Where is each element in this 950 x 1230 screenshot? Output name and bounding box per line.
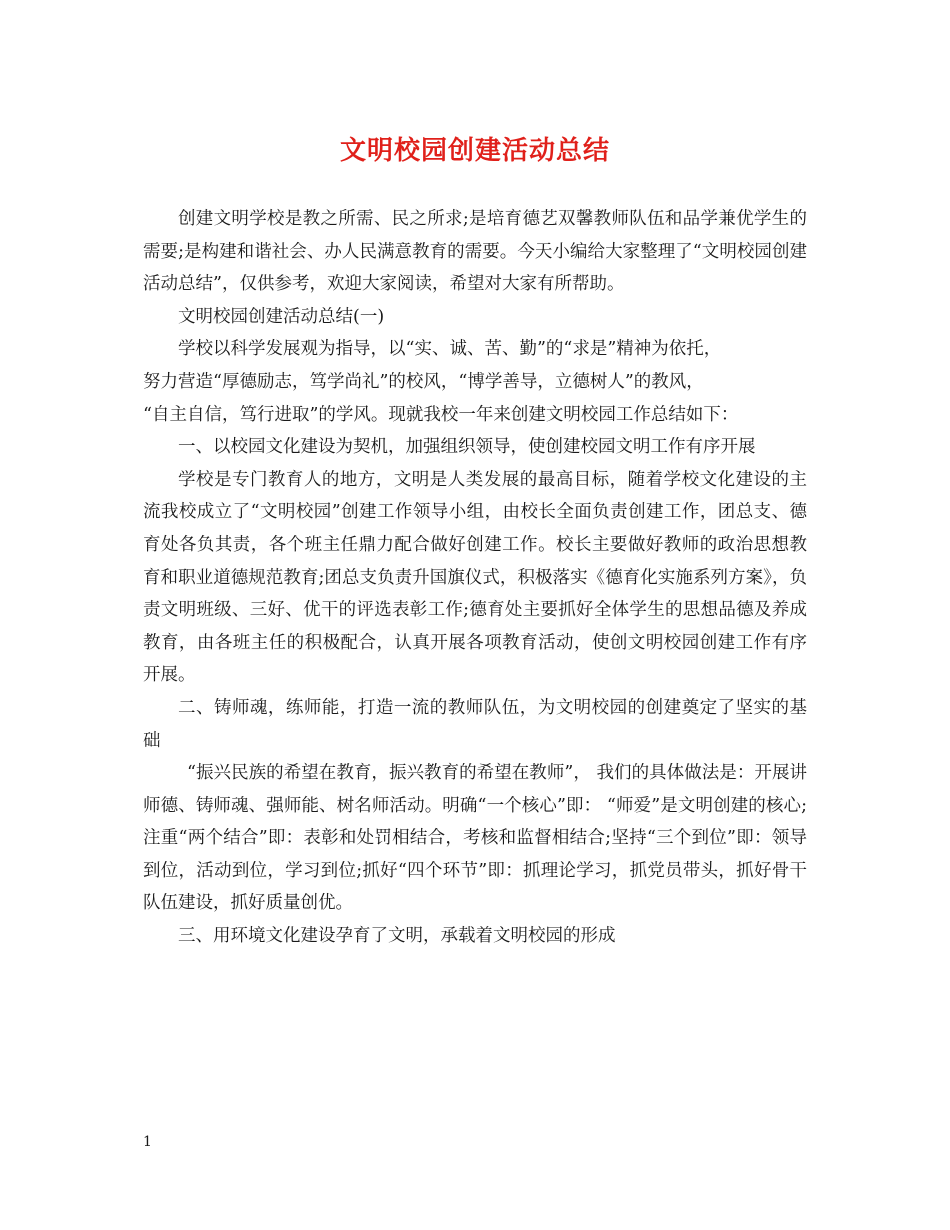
heading-two: 二、铸师魂，练师能，打造一流的教师队伍，为文明校园的创建奠定了坚实的基础: [143, 697, 807, 751]
paragraph-guiding-line-1: 学校以科学发展观为指导，以“实、诚、苦、勤”的“求是”精神为依托，: [178, 339, 722, 360]
paragraph-guiding-line-3: “自主自信，笃行进取”的学风。现就我校一年来创建文明校园工作总结如下：: [143, 404, 739, 425]
paragraph-teachers: “振兴民族的希望在教育，振兴教育的希望在教师”， 我们的具体做法是：开展讲师德、铸师魂、强师能、树名师活动。明确“一个核心”即： “师爱”是文明创建的核心;注重“两个结合”即：表彰和处罚相结合，考核和监督相结合;坚持“三个到位”即：领导到位，活动到位，学习到位;抓好“四个环节”即：抓理论学习，抓党员带头，抓好骨干队伍建设，抓好质量创优。: [143, 763, 807, 914]
heading-three: 三、用环境文化建设孕育了文明，承载着文明校园的形成: [178, 926, 616, 947]
section-heading-part-one: 文明校园创建活动总结(一): [178, 306, 385, 327]
paragraph-intro: 创建文明学校是教之所需、民之所求;是培育德艺双馨教师队伍和品学兼优学生的需要;是构建和谐社会、办人民满意教育的需要。今天小编给大家整理了“文明校园创建活动总结”，仅供参考，欢迎大家阅读，希望对大家有所帮助。: [143, 209, 807, 295]
document-title: 文明校园创建活动总结: [339, 136, 610, 166]
document-body: [143, 203, 807, 953]
paragraph-organization: 学校是专门教育人的地方，文明是人类发展的最高目标，随着学校文化建设的主流我校成立了“文明校园”创建工作领导小组，由校长全面负责创建工作，团总支、德育处各负其责，各个班主任鼎力配合做好创建工作。校长主要做好教师的政治思想教育和职业道德规范教育;团总支负责升国旗仪式，积极落实《德育化实施系列方案》，负责文明班级、三好、优干的评选表彰工作;德育处主要抓好全体学生的思想品德及养成教育，由各班主任的积极配合，认真开展各项教育活动，使创文明校园创建工作有序开展。: [143, 469, 807, 686]
heading-one: 一、以校园文化建设为契机，加强组织领导，使创建校园文明工作有序开展: [178, 437, 756, 458]
paragraph-guiding-line-2: 努力营造“厚德励志，笃学尚礼”的校风，“博学善导，立德树人”的教风，: [143, 371, 704, 392]
page-number: 1: [143, 1134, 152, 1150]
